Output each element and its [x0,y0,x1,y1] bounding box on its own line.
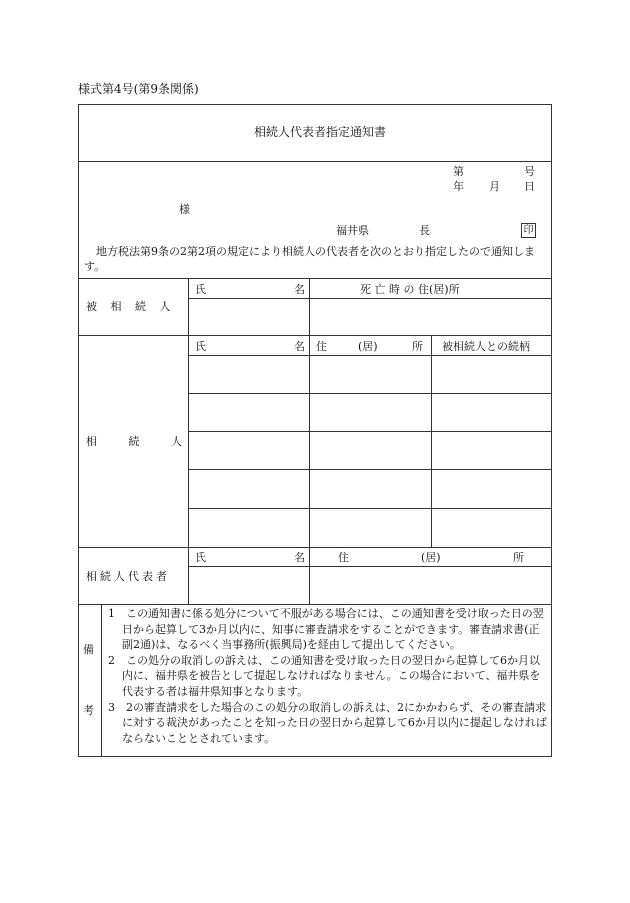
seal-mark: 印 [521,223,536,238]
number-label: 第 [453,165,464,178]
remarks-label-a: 備 [83,643,94,656]
page-title: 相続人代表者指定通知書 [254,125,387,139]
heir-row-5[interactable] [189,509,551,547]
month-label: 月 [489,180,500,193]
heir-row-3[interactable] [189,432,551,469]
remark-note: 1 この通知書に係る処分について不服がある場合には、この通知書を受け取った日の翌日から起算して3か月以内に、知事に審査請求をすることができます。審査請求書(正副2通)は、なるべく当事務所(振興局)を経由して提出してください。 [108,607,544,652]
representative-address-header-c: 所 [513,551,524,564]
heirs-label: 相 続 人 [86,435,196,448]
decedent-label: 被 相 続 人 [86,300,176,313]
remarks-label-b: 考 [83,704,94,717]
decedent-address-field[interactable] [310,299,551,335]
number-suffix: 号 [524,165,535,178]
heirs-name-header-a: 氏 [195,340,206,353]
decedent-address-header: 死 亡 時 の 住(居)所 [360,283,460,296]
representative-name-header-a: 氏 [195,551,206,564]
representative-address-header-b: (居) [421,551,441,564]
day-label: 日 [524,180,535,193]
issuer-title: 長 [419,224,430,237]
heirs-relation-header: 被相続人との続柄 [442,340,530,353]
heirs-address-header-a: 住 [316,340,327,353]
remarks-notes [108,606,548,746]
heirs-address-header-b: (居) [358,340,378,353]
remark-note: 3 2の審査請求をした場合のこの処分の取消しの訴えは、2にかかわらず、その審査請求に対する裁決があったことを知った日の翌日から起算して6か月以内に提起しなければならないこととされています。 [108,700,547,745]
remark-note: 2 この処分の取消しの訴えは、この通知書を受け取った日の翌日から起算して6か月以内に、福井県を被告として提起しなければなりません。この場合において、福井県を代表する者は福井県知事となります。 [108,653,541,698]
decedent-name-field[interactable] [189,299,309,335]
decedent-name-header-b: 名 [294,283,305,296]
representative-address-field[interactable] [310,567,551,604]
addressee-suffix: 様 [179,203,190,216]
representative-label: 相続人代表者 [86,570,170,583]
notice-text: 地方税法第9条の2第2項の規定により相続人の代表者を次のとおり指定したので通知します。 [84,245,535,273]
year-label: 年 [453,180,464,193]
heir-row-4[interactable] [189,470,551,508]
form-number: 様式第4号(第9条関係) [78,82,199,96]
issuer-prefecture: 福井県 [336,224,369,237]
representative-name-field[interactable] [189,567,309,604]
heirs-address-header-c: 所 [412,340,423,353]
heirs-name-header-b: 名 [294,340,305,353]
representative-name-header-b: 名 [294,551,305,564]
heir-row-2[interactable] [189,394,551,431]
representative-address-header-a: 住 [338,551,349,564]
heir-row-1[interactable] [189,356,551,393]
decedent-name-header-a: 氏 [195,283,206,296]
